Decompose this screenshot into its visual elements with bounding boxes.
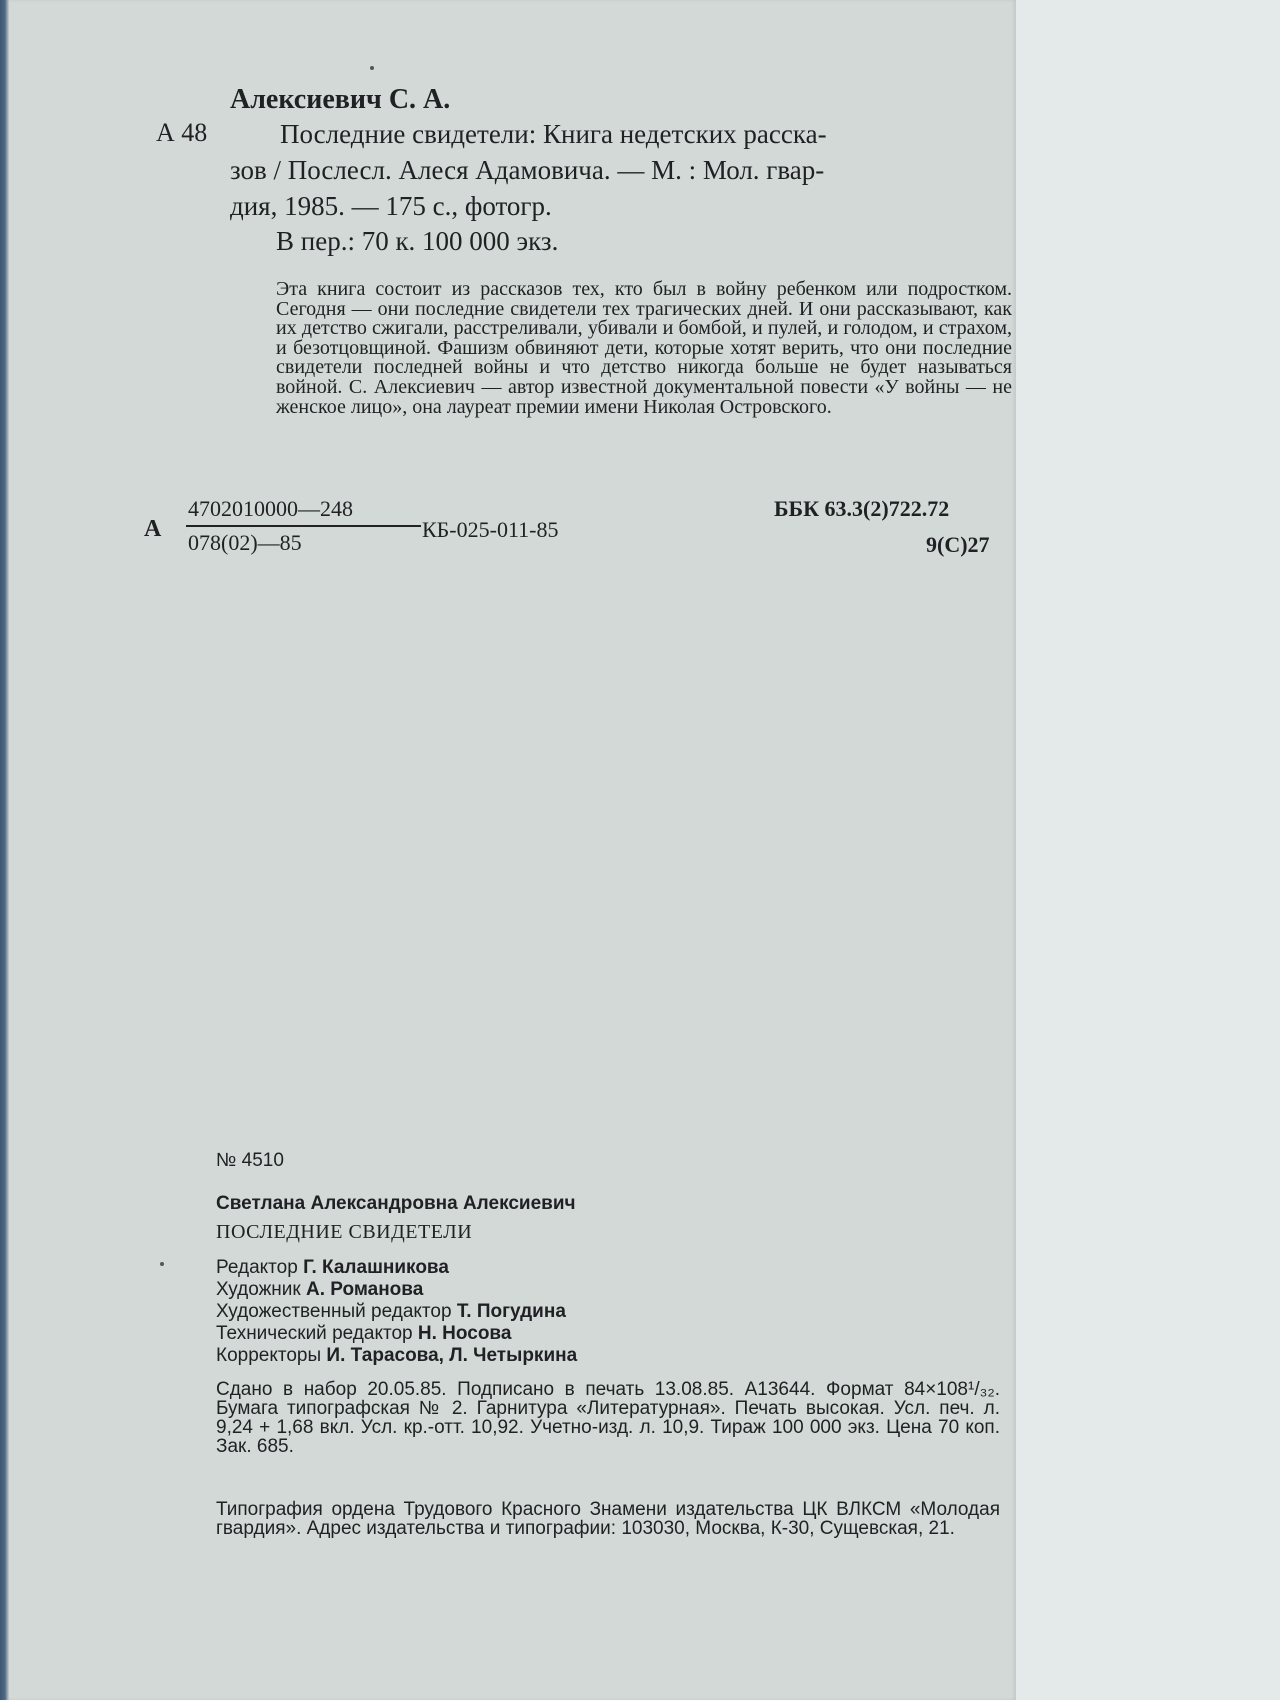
credit-role: Корректоры [216, 1345, 322, 1366]
imprint-printing-house [216, 1500, 1000, 1538]
credit-role: Художественный редактор [216, 1301, 452, 1322]
credit-name: А. Романова [305, 1279, 424, 1300]
ink-speck [160, 1262, 164, 1266]
kb-code: КБ-025-011-85 [422, 517, 559, 542]
credit-role: Технический редактор [216, 1323, 413, 1344]
catalog-entry-line: зов / Послесл. Алеся Адамовича. — М. : Мол. гвар- [230, 155, 825, 185]
credit-row [216, 1323, 577, 1345]
credit-row [216, 1301, 577, 1323]
background-surface [1016, 0, 1280, 1700]
fraction-denominator: 078(02)—85 [188, 530, 302, 555]
imprint-author-fullname: Светлана Александровна Алексиевич [216, 1193, 576, 1214]
credit-name: И. Тарасова, Л. Четыркина [326, 1345, 578, 1366]
index-letter: А [144, 516, 162, 542]
fraction-numerator: 4702010000—248 [188, 496, 353, 521]
imprint-credits [216, 1257, 577, 1367]
imprint-title: ПОСЛЕДНИЕ СВИДЕТЕЛИ [216, 1221, 473, 1243]
catalog-entry-line: Последние свидетели: Книга недетских расска- [280, 119, 827, 149]
credit-row [216, 1279, 577, 1301]
credit-row [216, 1257, 577, 1279]
ink-speck [370, 66, 374, 70]
catalog-entry [230, 116, 1016, 224]
printing-house-text: Типография ордена Трудового Красного Знамени издательства ЦК ВЛКСМ «Молодая гвардия». Адрес издательства и типографии: 103030, Москва, К-30, Сущевская, 21. [216, 1499, 1000, 1539]
catalog-author: Алексиевич С. А. [230, 84, 451, 115]
catalog-entry-line: дия, 1985. — 175 с., фотогр. [230, 191, 552, 221]
fraction-line [186, 525, 421, 527]
imprint-number: № 4510 [216, 1150, 284, 1171]
print-details-text: Сдано в набор 20.05.85. Подписано в печать 13.08.85. А13644. Формат 84×108¹/₃₂. Бумага типографская № 2. Гарнитура «Литературная». Печать высокая. Усл. печ. л. 9,24 + 1,68 вкл. Усл. кр.-отт. 10,92. Учетно-изд. л. 10,9. Тираж 100 000 экз. Цена 70 коп. Зак. 685. [216, 1379, 1000, 1457]
imprint-print-details [216, 1380, 1000, 1456]
bbk-code-secondary: 9(С)27 [926, 532, 990, 557]
catalog-price: В пер.: 70 к. 100 000 экз. [276, 226, 559, 256]
bbk-code: ББК 63.3(2)722.72 [774, 496, 950, 521]
annotation-text: Эта книга состоит из рассказов тех, кто был в войну ребенком или подростком. Сегодня — они последние свидетели тех трагических дней. И они рассказывают, как их детство сжигали, расстреливали, убивали и бомбой, и пулей, и голодом, и страхом, и безотцовщиной. Фашизм обвиняют дети, которые хотят верить, что они последние свидетели последней войны и что детство никогда больше не будет называться войной. С. Алексиевич — автор известной документальной повести «У войны — не женское лицо», она лауреат премии имени Николая Островского. [276, 278, 1012, 418]
catalog-annotation [276, 280, 1012, 417]
catalog-code: А 48 [156, 118, 208, 147]
credit-name: Н. Носова [417, 1323, 512, 1344]
credit-role: Редактор [216, 1257, 298, 1278]
cover-edge-left [0, 0, 9, 1700]
credit-row [216, 1345, 577, 1367]
credit-name: Т. Погудина [456, 1301, 566, 1322]
credit-role: Художник [216, 1279, 301, 1300]
credit-name: Г. Калашникова [303, 1257, 449, 1278]
